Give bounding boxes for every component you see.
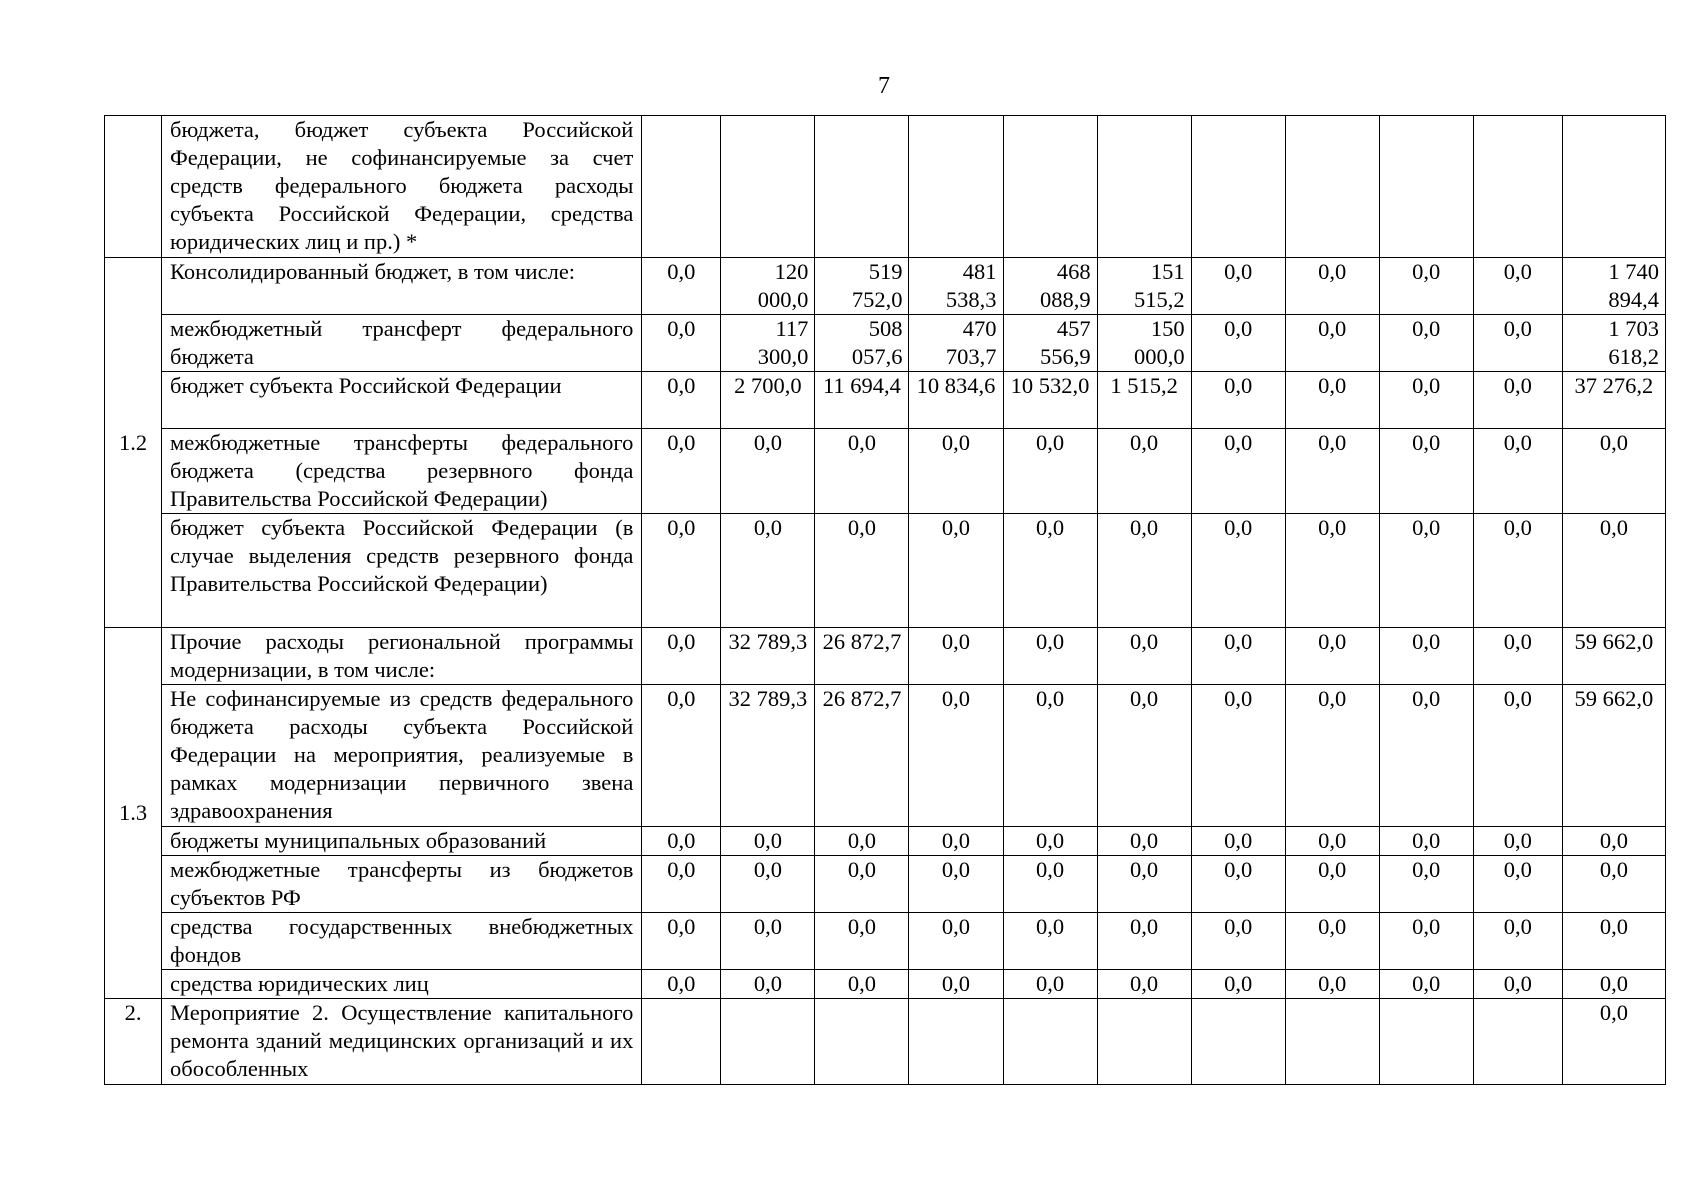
value-text: 1 740 894,4 — [1608, 259, 1659, 312]
value-text: 26 872,7 — [822, 629, 902, 654]
value-cell — [909, 913, 1003, 970]
value-cell — [1379, 685, 1473, 827]
value-cell — [1003, 856, 1097, 913]
value-cell — [1097, 315, 1191, 372]
value-text: 0,0 — [1224, 914, 1253, 939]
value-text: 0,0 — [1130, 857, 1159, 882]
value-cell — [1097, 429, 1191, 514]
value-text: 0,0 — [1224, 857, 1253, 882]
value-cell — [1285, 856, 1379, 913]
value-cell — [1003, 685, 1097, 827]
value-cell — [909, 372, 1003, 429]
row-description: Не софинансируемые из средств федерального бюджета расходы субъекта Российской Федерации на мероприятия, реализуемые в рамках модернизации первичного звена здравоохранения — [162, 685, 642, 827]
value-text: 0,0 — [1599, 430, 1628, 455]
value-cell — [1379, 372, 1473, 429]
value-text: 0,0 — [1035, 971, 1065, 996]
value-cell — [1097, 116, 1191, 258]
value-text: 0,0 — [1412, 971, 1441, 996]
value-text: 0,0 — [847, 430, 876, 455]
value-text: 0,0 — [667, 259, 696, 284]
value-cell — [1191, 315, 1285, 372]
value-cell — [1285, 999, 1379, 1085]
row-number-cell: 1.2 — [105, 258, 162, 628]
value-cell — [1473, 856, 1562, 913]
value-cell — [1097, 628, 1191, 685]
value-cell — [1473, 116, 1562, 258]
value-cell — [815, 315, 909, 372]
value-text: 519 752,0 — [851, 259, 903, 312]
value-text: 120 000,0 — [757, 259, 809, 312]
value-text: 2 700,0 — [734, 373, 802, 398]
value-cell — [1003, 827, 1097, 856]
value-cell — [721, 315, 815, 372]
value-cell — [1191, 856, 1285, 913]
value-cell — [1473, 372, 1562, 429]
value-text: 0,0 — [753, 430, 782, 455]
value-cell — [909, 116, 1003, 258]
value-cell — [1379, 258, 1473, 315]
value-cell — [815, 258, 909, 315]
value-text: 0,0 — [667, 686, 696, 711]
value-cell — [1097, 999, 1191, 1085]
budget-table — [104, 115, 1666, 1085]
value-text: 0,0 — [1318, 629, 1347, 654]
value-text: 0,0 — [1503, 686, 1532, 711]
value-cell — [815, 856, 909, 913]
value-cell — [1003, 372, 1097, 429]
value-cell — [1097, 514, 1191, 628]
value-cell — [1379, 628, 1473, 685]
value-text: 0,0 — [667, 914, 696, 939]
value-text: 0,0 — [941, 629, 971, 654]
value-cell — [1003, 913, 1097, 970]
value-cell — [1562, 258, 1665, 315]
value-cell — [1379, 913, 1473, 970]
value-text: 0,0 — [1412, 430, 1441, 455]
value-text: 10 532,0 — [1010, 373, 1090, 398]
value-text: 32 789,3 — [728, 686, 808, 711]
value-text: 0,0 — [667, 828, 696, 853]
value-text: 32 789,3 — [728, 629, 808, 654]
value-text: 0,0 — [1318, 971, 1347, 996]
value-cell — [721, 970, 815, 999]
value-cell — [642, 258, 721, 315]
value-cell — [1379, 856, 1473, 913]
value-cell — [1097, 913, 1191, 970]
value-text: 0,0 — [1412, 914, 1441, 939]
value-text: 0,0 — [1503, 629, 1532, 654]
value-text: 0,0 — [1318, 515, 1347, 540]
value-text: 0,0 — [667, 430, 696, 455]
value-cell — [1379, 514, 1473, 628]
value-cell — [909, 827, 1003, 856]
value-cell — [1562, 685, 1665, 827]
value-cell — [1473, 827, 1562, 856]
value-cell — [1379, 970, 1473, 999]
value-cell — [1003, 628, 1097, 685]
value-cell — [909, 999, 1003, 1085]
page-number: 7 — [878, 73, 890, 99]
value-cell — [642, 970, 721, 999]
value-cell — [1562, 514, 1665, 628]
value-cell — [642, 514, 721, 628]
value-cell — [1562, 856, 1665, 913]
value-text: 0,0 — [1503, 971, 1532, 996]
value-cell — [1473, 429, 1562, 514]
value-text: 0,0 — [1318, 316, 1347, 341]
value-cell — [1285, 913, 1379, 970]
value-text: 59 662,0 — [1574, 686, 1654, 711]
value-cell — [642, 315, 721, 372]
value-cell — [1473, 315, 1562, 372]
value-cell — [1285, 258, 1379, 315]
value-text: 0,0 — [1599, 971, 1628, 996]
value-cell — [1473, 628, 1562, 685]
value-cell — [1003, 970, 1097, 999]
value-text: 0,0 — [667, 316, 696, 341]
value-text: 0,0 — [1224, 259, 1253, 284]
value-text: 508 057,6 — [851, 316, 903, 369]
value-cell — [1191, 970, 1285, 999]
value-cell — [1285, 315, 1379, 372]
value-cell — [1191, 628, 1285, 685]
value-text: 0,0 — [941, 971, 971, 996]
value-text: 26 872,7 — [822, 686, 902, 711]
value-text: 468 088,9 — [1039, 259, 1091, 312]
value-cell — [815, 429, 909, 514]
value-cell — [721, 116, 815, 258]
value-cell — [1097, 258, 1191, 315]
value-text: 0,0 — [1130, 430, 1159, 455]
value-text: 0,0 — [1130, 914, 1159, 939]
value-cell — [721, 372, 815, 429]
value-cell — [1003, 429, 1097, 514]
value-cell — [642, 372, 721, 429]
value-text: 0,0 — [1130, 828, 1159, 853]
value-cell — [1473, 913, 1562, 970]
row-description: средства юридических лиц — [162, 970, 642, 999]
value-text: 0,0 — [667, 857, 696, 882]
value-text: 0,0 — [1130, 686, 1159, 711]
value-cell — [1191, 116, 1285, 258]
value-text: 0,0 — [667, 971, 696, 996]
value-text: 0,0 — [1503, 828, 1532, 853]
value-text: 0,0 — [1503, 914, 1532, 939]
value-cell — [1097, 856, 1191, 913]
value-cell — [1473, 514, 1562, 628]
value-text: 0,0 — [1503, 316, 1532, 341]
value-text: 151 515,2 — [1133, 259, 1185, 312]
value-cell — [1562, 429, 1665, 514]
value-cell — [815, 514, 909, 628]
value-cell — [815, 999, 909, 1085]
value-cell — [909, 514, 1003, 628]
value-cell — [815, 970, 909, 999]
value-cell — [1191, 913, 1285, 970]
value-text: 0,0 — [1503, 259, 1532, 284]
value-text: 0,0 — [1599, 515, 1628, 540]
row-description: межбюджетные трансферты федерального бюджета (средства резервного фонда Правительства Российской Федерации) — [162, 429, 642, 514]
value-cell — [1191, 258, 1285, 315]
value-text: 0,0 — [1412, 515, 1441, 540]
value-text: 0,0 — [1224, 971, 1253, 996]
value-text: 0,0 — [1412, 686, 1441, 711]
value-cell — [642, 116, 721, 258]
row-description: бюджета, бюджет субъекта Российской Федерации, не софинансируемые за счет средств федерального бюджета расходы субъекта Российской Федерации, средства юридических лиц и пр.) * — [162, 116, 642, 258]
value-text: 0,0 — [1412, 828, 1441, 853]
row-description: бюджеты муниципальных образований — [162, 827, 642, 856]
value-text: 0,0 — [753, 914, 782, 939]
value-text: 0,0 — [1318, 259, 1347, 284]
value-text: 0,0 — [1035, 686, 1065, 711]
value-text: 0,0 — [1224, 515, 1253, 540]
value-cell — [1285, 116, 1379, 258]
value-text: 0,0 — [1035, 914, 1065, 939]
value-cell — [1285, 628, 1379, 685]
value-cell — [1191, 372, 1285, 429]
value-text: 0,0 — [1224, 828, 1253, 853]
value-text: 0,0 — [941, 430, 971, 455]
value-text: 0,0 — [1224, 430, 1253, 455]
value-cell — [1379, 116, 1473, 258]
value-text: 0,0 — [941, 828, 971, 853]
value-text: 0,0 — [1130, 971, 1159, 996]
value-text: 0,0 — [847, 971, 876, 996]
value-cell — [642, 628, 721, 685]
row-description: межбюджетный трансферт федерального бюджета — [162, 315, 642, 372]
value-cell — [1285, 685, 1379, 827]
value-text: 481 538,3 — [945, 259, 997, 312]
value-text: 0,0 — [941, 515, 971, 540]
value-cell — [1562, 913, 1665, 970]
value-cell — [1097, 372, 1191, 429]
row-number-cell: 1.3 — [105, 628, 162, 999]
value-cell — [1003, 116, 1097, 258]
value-text: 11 694,4 — [822, 373, 901, 398]
value-text: 0,0 — [1318, 914, 1347, 939]
value-cell — [1191, 429, 1285, 514]
value-text: 0,0 — [1412, 373, 1441, 398]
value-cell — [815, 685, 909, 827]
value-text: 0,0 — [1130, 629, 1159, 654]
value-text: 59 662,0 — [1574, 629, 1654, 654]
value-cell — [909, 628, 1003, 685]
value-text: 0,0 — [753, 515, 782, 540]
value-text: 0,0 — [847, 857, 876, 882]
value-cell — [1097, 970, 1191, 999]
value-text: 470 703,7 — [945, 316, 997, 369]
value-text: 0,0 — [1599, 857, 1628, 882]
value-text: 0,0 — [1224, 373, 1253, 398]
value-cell — [815, 827, 909, 856]
value-text: 0,0 — [1318, 686, 1347, 711]
row-description: средства государственных внебюджетных фондов — [162, 913, 642, 970]
value-cell — [721, 258, 815, 315]
value-cell — [1379, 999, 1473, 1085]
value-cell — [1562, 999, 1665, 1085]
value-cell — [642, 827, 721, 856]
value-cell — [721, 685, 815, 827]
row-description: межбюджетные трансферты из бюджетов субъектов РФ — [162, 856, 642, 913]
value-cell — [1473, 999, 1562, 1085]
value-cell — [1379, 315, 1473, 372]
value-text: 0,0 — [1224, 686, 1253, 711]
value-text: 1 515,2 — [1110, 373, 1178, 398]
value-text: 0,0 — [1503, 373, 1532, 398]
value-cell — [721, 827, 815, 856]
row-description: бюджет субъекта Российской Федерации (в случае выделения средств резервного фонда Правительства Российской Федерации) — [162, 514, 642, 628]
value-cell — [721, 913, 815, 970]
value-text: 0,0 — [1412, 259, 1441, 284]
value-cell — [815, 628, 909, 685]
value-text: 0,0 — [1318, 857, 1347, 882]
value-text: 0,0 — [753, 828, 782, 853]
value-cell — [1285, 827, 1379, 856]
value-text: 0,0 — [847, 914, 876, 939]
value-cell — [909, 685, 1003, 827]
value-text: 10 834,6 — [916, 373, 996, 398]
value-text: 1 703 618,2 — [1608, 316, 1659, 369]
value-text: 0,0 — [667, 515, 696, 540]
value-cell — [721, 514, 815, 628]
value-cell — [1191, 999, 1285, 1085]
value-text: 0,0 — [1035, 629, 1065, 654]
value-text: 0,0 — [1224, 316, 1253, 341]
value-cell — [1562, 970, 1665, 999]
value-text: 0,0 — [847, 515, 876, 540]
value-cell — [1191, 514, 1285, 628]
value-cell — [1097, 685, 1191, 827]
value-cell — [1285, 514, 1379, 628]
value-cell — [721, 429, 815, 514]
value-text: 0,0 — [941, 686, 971, 711]
value-cell — [909, 856, 1003, 913]
value-text: 0,0 — [1412, 857, 1441, 882]
value-cell — [909, 970, 1003, 999]
row-number-cell — [105, 116, 162, 258]
row-description: Мероприятие 2. Осуществление капитального ремонта зданий медицинских организаций и их обособленных — [162, 999, 642, 1085]
value-text: 0,0 — [1318, 430, 1347, 455]
value-text: 0,0 — [1503, 515, 1532, 540]
value-text: 0,0 — [1035, 430, 1065, 455]
value-cell — [1473, 258, 1562, 315]
value-text: 0,0 — [1503, 857, 1532, 882]
value-text: 0,0 — [1318, 828, 1347, 853]
value-text: 0,0 — [1035, 515, 1065, 540]
value-cell — [642, 913, 721, 970]
value-text: 0,0 — [1412, 316, 1441, 341]
value-text: 117 300,0 — [757, 316, 809, 369]
value-cell — [1285, 429, 1379, 514]
value-cell — [1562, 116, 1665, 258]
value-cell — [1003, 514, 1097, 628]
value-cell — [1191, 685, 1285, 827]
value-text: 0,0 — [1412, 629, 1441, 654]
value-cell — [1003, 315, 1097, 372]
value-cell — [1285, 970, 1379, 999]
value-text: 0,0 — [1318, 373, 1347, 398]
value-cell — [909, 429, 1003, 514]
value-cell — [1191, 827, 1285, 856]
row-description: Прочие расходы региональной программы модернизации, в том числе: — [162, 628, 642, 685]
value-text: 0,0 — [941, 857, 971, 882]
value-text: 0,0 — [1599, 828, 1628, 853]
value-text: 0,0 — [941, 914, 971, 939]
value-cell — [815, 372, 909, 429]
value-cell — [1285, 372, 1379, 429]
value-cell — [815, 116, 909, 258]
value-text: 0,0 — [1599, 1000, 1628, 1025]
value-text: 0,0 — [847, 828, 876, 853]
value-cell — [1473, 685, 1562, 827]
value-text: 0,0 — [667, 373, 696, 398]
value-text: 0,0 — [753, 971, 782, 996]
value-cell — [1562, 628, 1665, 685]
value-cell — [642, 429, 721, 514]
value-cell — [642, 856, 721, 913]
value-cell — [1379, 827, 1473, 856]
value-cell — [1473, 970, 1562, 999]
value-cell — [1003, 258, 1097, 315]
value-cell — [721, 856, 815, 913]
value-text: 0,0 — [1035, 857, 1065, 882]
value-cell — [642, 685, 721, 827]
value-text: 0,0 — [1503, 430, 1532, 455]
value-cell — [1003, 999, 1097, 1085]
value-text: 0,0 — [667, 629, 696, 654]
value-text: 0,0 — [753, 857, 782, 882]
value-text: 0,0 — [1224, 629, 1253, 654]
value-text: 37 276,2 — [1574, 373, 1654, 398]
value-cell — [1097, 827, 1191, 856]
value-text: 0,0 — [1599, 914, 1628, 939]
value-cell — [721, 628, 815, 685]
value-text: 457 556,9 — [1039, 316, 1091, 369]
value-cell — [1562, 827, 1665, 856]
value-text: 0,0 — [1130, 515, 1159, 540]
value-cell — [1562, 372, 1665, 429]
value-cell — [1379, 429, 1473, 514]
value-cell — [721, 999, 815, 1085]
row-description: Консолидированный бюджет, в том числе: — [162, 258, 642, 315]
value-text: 150 000,0 — [1133, 316, 1185, 369]
row-number-cell: 2. — [105, 999, 162, 1085]
value-cell — [1562, 315, 1665, 372]
value-cell — [642, 999, 721, 1085]
value-cell — [815, 913, 909, 970]
row-description: бюджет субъекта Российской Федерации — [162, 372, 642, 429]
value-text: 0,0 — [1035, 828, 1065, 853]
value-cell — [909, 315, 1003, 372]
value-cell — [909, 258, 1003, 315]
